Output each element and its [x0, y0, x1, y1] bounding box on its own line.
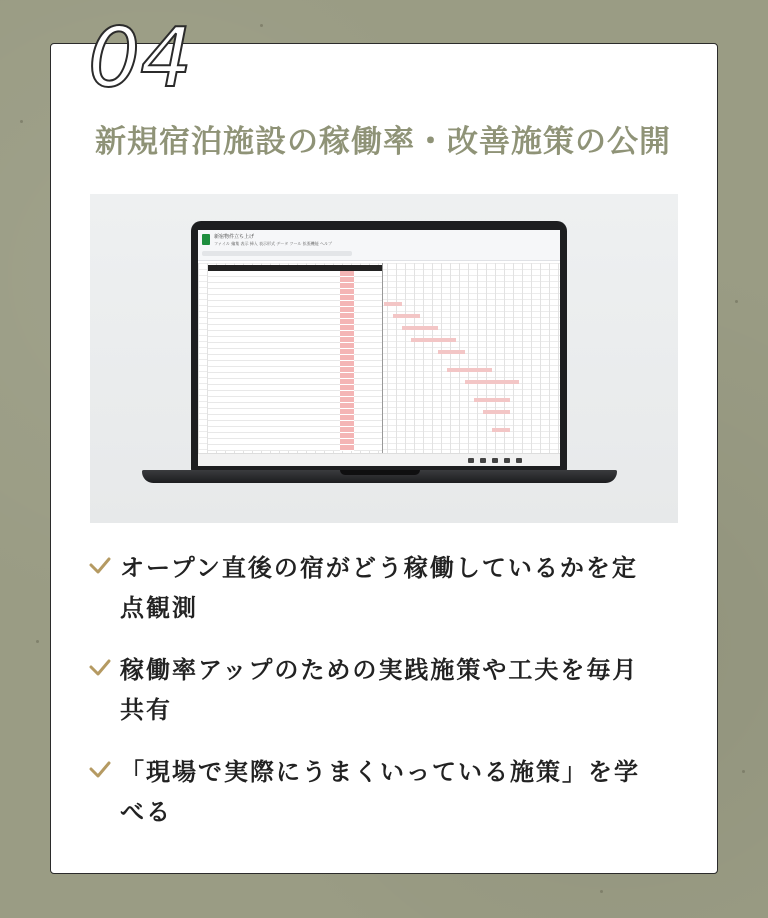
spreadsheet-title: 新宿物件立ち上げ	[214, 234, 255, 240]
list-item-line: 点観測	[120, 594, 198, 622]
os-taskbar	[198, 453, 560, 466]
spreadsheet-task-table	[208, 271, 382, 451]
section-headline: 新規宿泊施設の稼働率・改善施策の公開	[95, 124, 671, 160]
spreadsheet-freeze-divider	[382, 263, 383, 453]
spreadsheet-header	[198, 230, 560, 261]
gantt-bar	[492, 428, 510, 432]
wifi-icon	[492, 458, 498, 463]
list-item-line: 稼働率アップのための実践施策や工夫を毎月	[120, 656, 639, 684]
list-item-line: 共有	[120, 696, 172, 724]
gantt-bar	[384, 302, 402, 306]
paper-speck	[20, 120, 23, 123]
check-icon	[88, 658, 112, 678]
volume-icon	[504, 458, 510, 463]
check-icon	[88, 760, 112, 780]
check-icon	[88, 556, 112, 576]
list-item-line: オープン直後の宿がどう稼働しているかを定	[120, 554, 638, 582]
paper-speck	[735, 300, 738, 303]
paper-speck	[600, 890, 603, 893]
gantt-bar	[438, 350, 465, 354]
cloud-icon	[480, 458, 486, 463]
chevron-up-icon	[468, 458, 474, 463]
laptop-hinge-notch	[340, 470, 420, 475]
paper-speck	[36, 640, 39, 643]
list-item-text	[120, 752, 688, 832]
list-item	[88, 752, 688, 832]
section-number-text: 04	[88, 11, 193, 94]
paper-speck	[260, 24, 263, 27]
section-number	[88, 10, 218, 94]
status-column	[340, 271, 354, 451]
gantt-bar	[465, 380, 519, 384]
list-item	[88, 650, 688, 730]
spreadsheet-menu: ファイル 編集 表示 挿入 表示形式 データ ツール 拡張機能 ヘルプ	[214, 241, 333, 246]
battery-icon	[516, 458, 522, 463]
laptop-screen	[198, 230, 560, 466]
laptop-lid	[191, 221, 567, 471]
feature-list	[88, 548, 688, 854]
gantt-bar	[402, 326, 438, 330]
list-item	[88, 548, 688, 628]
gantt-bar	[483, 410, 510, 414]
gantt-bar	[393, 314, 420, 318]
list-item-line: べる	[120, 798, 172, 826]
laptop-base	[142, 470, 617, 483]
gantt-bar	[447, 368, 492, 372]
list-item-text	[120, 548, 688, 628]
gantt-bar	[474, 398, 510, 402]
list-item-text	[120, 650, 688, 730]
gantt-bar	[411, 338, 456, 342]
list-item-line: 「現場で実際にうまくいっている施策」を学	[120, 758, 640, 786]
laptop-photo	[90, 194, 678, 523]
spreadsheet-toolbar	[202, 251, 352, 256]
paper-speck	[742, 770, 745, 773]
sheets-logo-icon	[202, 234, 210, 245]
